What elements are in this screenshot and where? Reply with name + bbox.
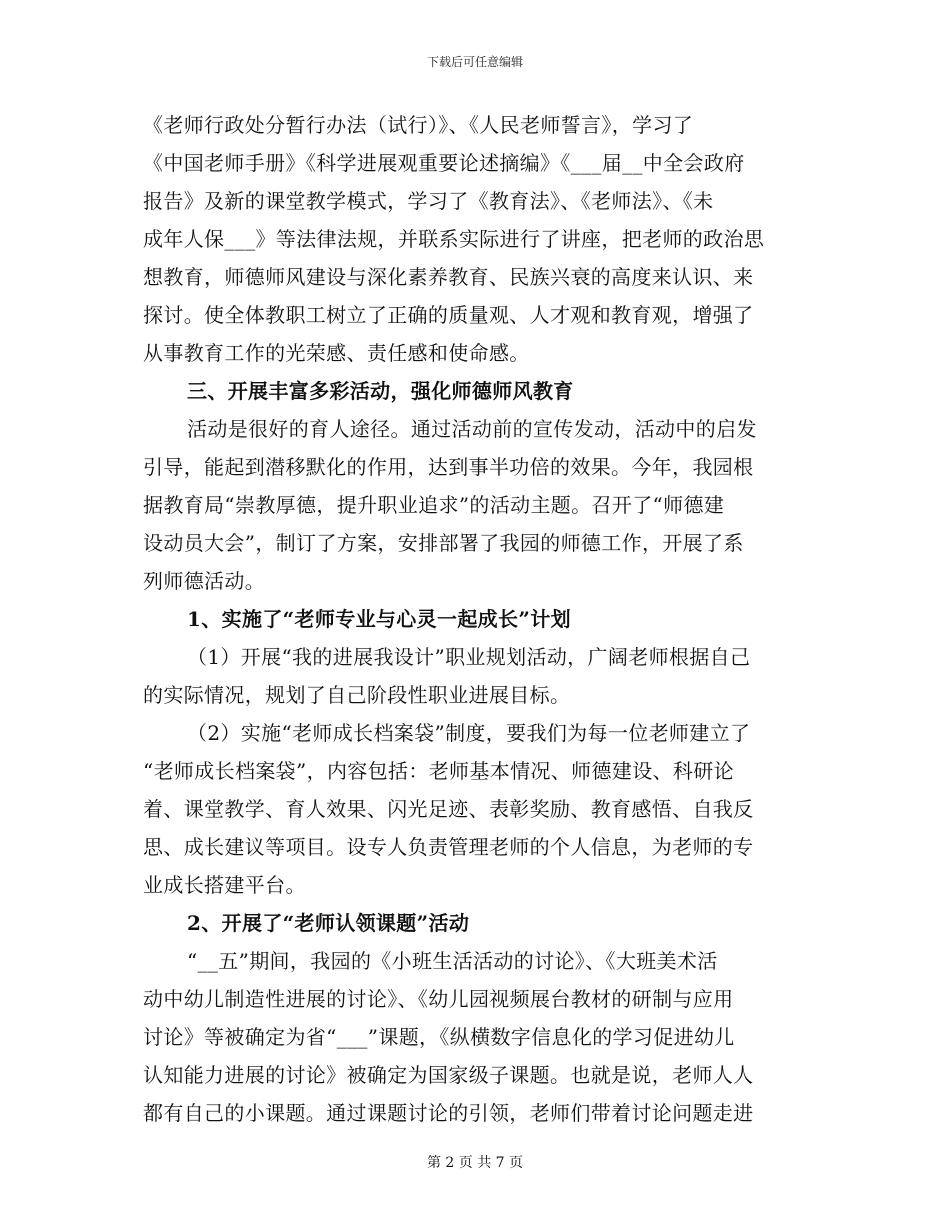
body-text-line: 成年人保___》等法律法规，并联系实际进行了讲座，把老师的政治思	[143, 227, 765, 251]
body-text-line: 的实际情况，规划了自己阶段性职业进展目标。	[143, 683, 571, 707]
section-heading: 2、开展了“老师认领课题”活动	[187, 911, 470, 935]
body-text-line: “__五”期间，我园的《小班生活活动的讨论》、《大班美术活	[187, 949, 718, 973]
body-text-line: （2）实施“老师成长档案袋”制度，要我们为每一位老师建立了	[187, 721, 751, 745]
document-body	[143, 106, 807, 1132]
body-text-line: 动中幼儿制造性进展的讨论》、《幼儿园视频展台教材的研制与应用	[143, 987, 734, 1011]
body-text-line: 讨论》等被确定为省“___”课题，《纵横数字信息化的学习促进幼儿	[143, 1025, 735, 1049]
section-heading: 1、实施了“老师专业与心灵一起成长”计划	[187, 607, 571, 631]
page-footer-number: 第 2 页 共 7 页	[426, 1155, 524, 1171]
body-text-line: 《老师行政处分暂行办法（试行）》、《人民老师誓言》，学习了	[143, 113, 694, 137]
body-text-line: 思、成长建议等项目。设专人负责管理老师的个人信息，为老师的专	[143, 835, 754, 859]
body-text-line: 报告》及新的课堂教学模式，学习了《教育法》、《老师法》、《未	[143, 189, 714, 213]
body-text-line: 着、课堂教学、育人效果、闪光足迹、表彰奖励、教育感悟、自我反	[143, 797, 754, 821]
body-text-line: 想教育，师德师风建设与深化素养教育、民族兴衰的高度来认识、来	[143, 265, 754, 289]
body-text-line: 认知能力进展的讨论》被确定为国家级子课题。也就是说，老师人人	[143, 1063, 754, 1087]
body-text-line: 活动是很好的育人途径。通过活动前的宣传发动，活动中的启发	[187, 417, 757, 441]
body-text-line: 从事教育工作的光荣感、责任感和使命感。	[143, 341, 530, 365]
body-text-line: 业成长搭建平台。	[143, 873, 306, 897]
body-text-line: “老师成长档案袋”，内容包括：老师基本情况、师德建设、科研论	[143, 759, 734, 783]
body-text-line: 列师德活动。	[143, 569, 266, 593]
body-text-line: 探讨。使全体教职工树立了正确的质量观、人才观和教育观，增强了	[143, 303, 754, 327]
body-text-line: （1）开展“我的进展我设计”职业规划活动，广阔老师根据自己	[187, 645, 751, 669]
body-text-line: 引导，能起到潜移默化的作用，达到事半功倍的效果。今年，我园根	[143, 455, 754, 479]
section-heading: 三、开展丰富多彩活动，强化师德师风教育	[187, 379, 574, 403]
body-text-line: 据教育局“崇教厚德，提升职业追求”的活动主题。召开了“师德建	[143, 493, 725, 517]
page-header-note: 下载后可任意编辑	[426, 55, 523, 69]
body-text-line: 《中国老师手册》《科学进展观重要论述摘编》《___届__中全会政府	[143, 151, 745, 175]
body-text-line: 都有自己的小课题。通过课题讨论的引领，老师们带着讨论问题走进	[143, 1101, 754, 1125]
body-text-line: 设动员大会”，制订了方案，安排部署了我园的师德工作，开展了系	[143, 531, 744, 555]
